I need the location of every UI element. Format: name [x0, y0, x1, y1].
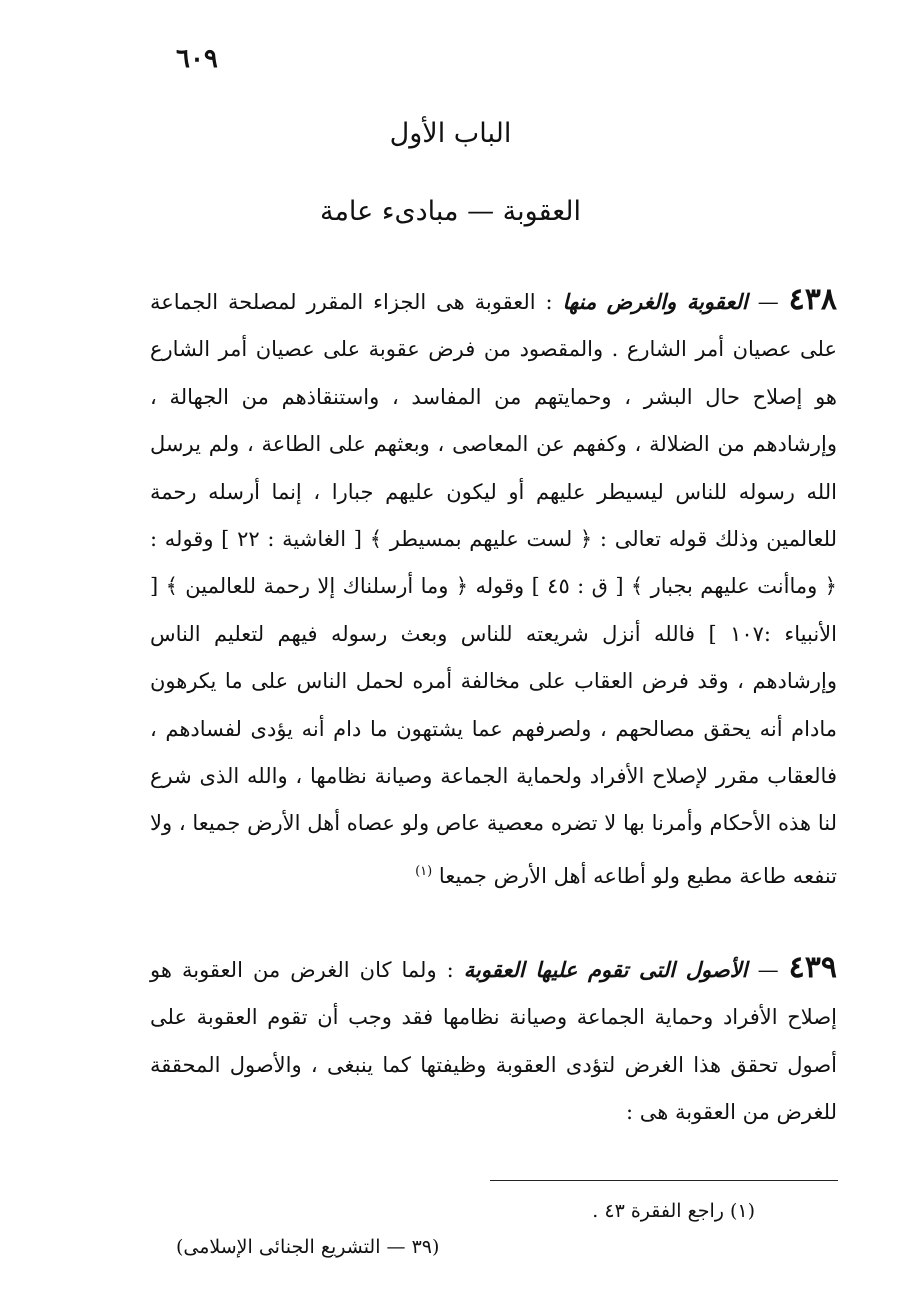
book-source-line: (٣٩ — التشريع الجنائى الإسلامى) — [176, 1236, 440, 1258]
section-438 — [150, 276, 837, 900]
section-number: ٤٣٨ — [788, 282, 837, 317]
section-dash: — — [757, 290, 779, 314]
section-439 — [150, 944, 837, 1137]
section-number: ٤٣٩ — [788, 950, 837, 985]
section-title: الأصول التى تقوم عليها العقوبة — [463, 957, 748, 982]
section-title: العقوبة والغرض منها — [562, 289, 748, 314]
section-text: : العقوبة هى الجزاء المقرر لمصلحة الجماعة على عصيان أمر الشارع . والمقصود من فرض عقوبة على عصيان أمر الشارع هو إصلاح حال البشر ، وحمايتهم من المفاسد ، واستنقاذهم من الجهالة ، وإرشادهم من الضلالة ، وكفهم عن المعاصى ، وبعثهم على الطاعة ، ولم يرسل الله رسوله للناس ليسيطر عليهم أو ليكون عليهم جبارا ، إنما أرسله رحمة للعالمين وذلك قوله تعالى : ﴿ لست عليهم بمسيطر ﴾ [ الغاشية : ٢٢ ] وقوله : ﴿ وماأنت عليهم بجبار ﴾ [ ق : ٤٥ ] وقوله ﴿ وما أرسلناك إلا رحمة للعالمين ﴾ [ الأنبياء :١٠٧ ] فالله أنزل شريعته للناس وبعث رسوله فيهم لتعليم الناس وإرشادهم ، وقد فرض العقاب على مخالفة أمره لحمل الناس على ما يكرهون مادام أنه يحقق مصالحهم ، ولصرفهم عما يشتهون ما دام أنه يؤدى لفسادهم ، فالعقاب مقرر لإصلاح الأفراد ولحماية الجماعة وصيانة نظامها ، والله الذى شرع لنا هذه الأحكام وأمرنا بها لا تضره معصية عاص ولو عصاه أهل الأرض جميعا ، ولا تنفعه طاعة مطيع ولو أطاعه أهل الأرض جميعا — [150, 290, 837, 888]
footnote-divider — [490, 1180, 838, 1181]
section-text: : ولما كان الغرض من العقوبة هو إصلاح الأفراد وحماية الجماعة وصيانة نظامها فقد وجب أن تقوم العقوبة على أصول تحقق هذا الغرض لتؤدى العقوبة وظيفتها كما ينبغى ، والأصول المحققة للغرض من العقوبة هى : — [150, 958, 837, 1125]
chapter-subtitle: العقوبة — مبادىء عامة — [319, 196, 582, 227]
chapter-title: الباب الأول — [389, 118, 512, 149]
footnote-reference[interactable]: (١) — [415, 863, 433, 879]
footnote: (١) راجع الفقرة ٤٣ . — [592, 1200, 755, 1222]
page-number: ٦٠٩ — [176, 44, 218, 74]
section-dash: — — [757, 958, 779, 982]
